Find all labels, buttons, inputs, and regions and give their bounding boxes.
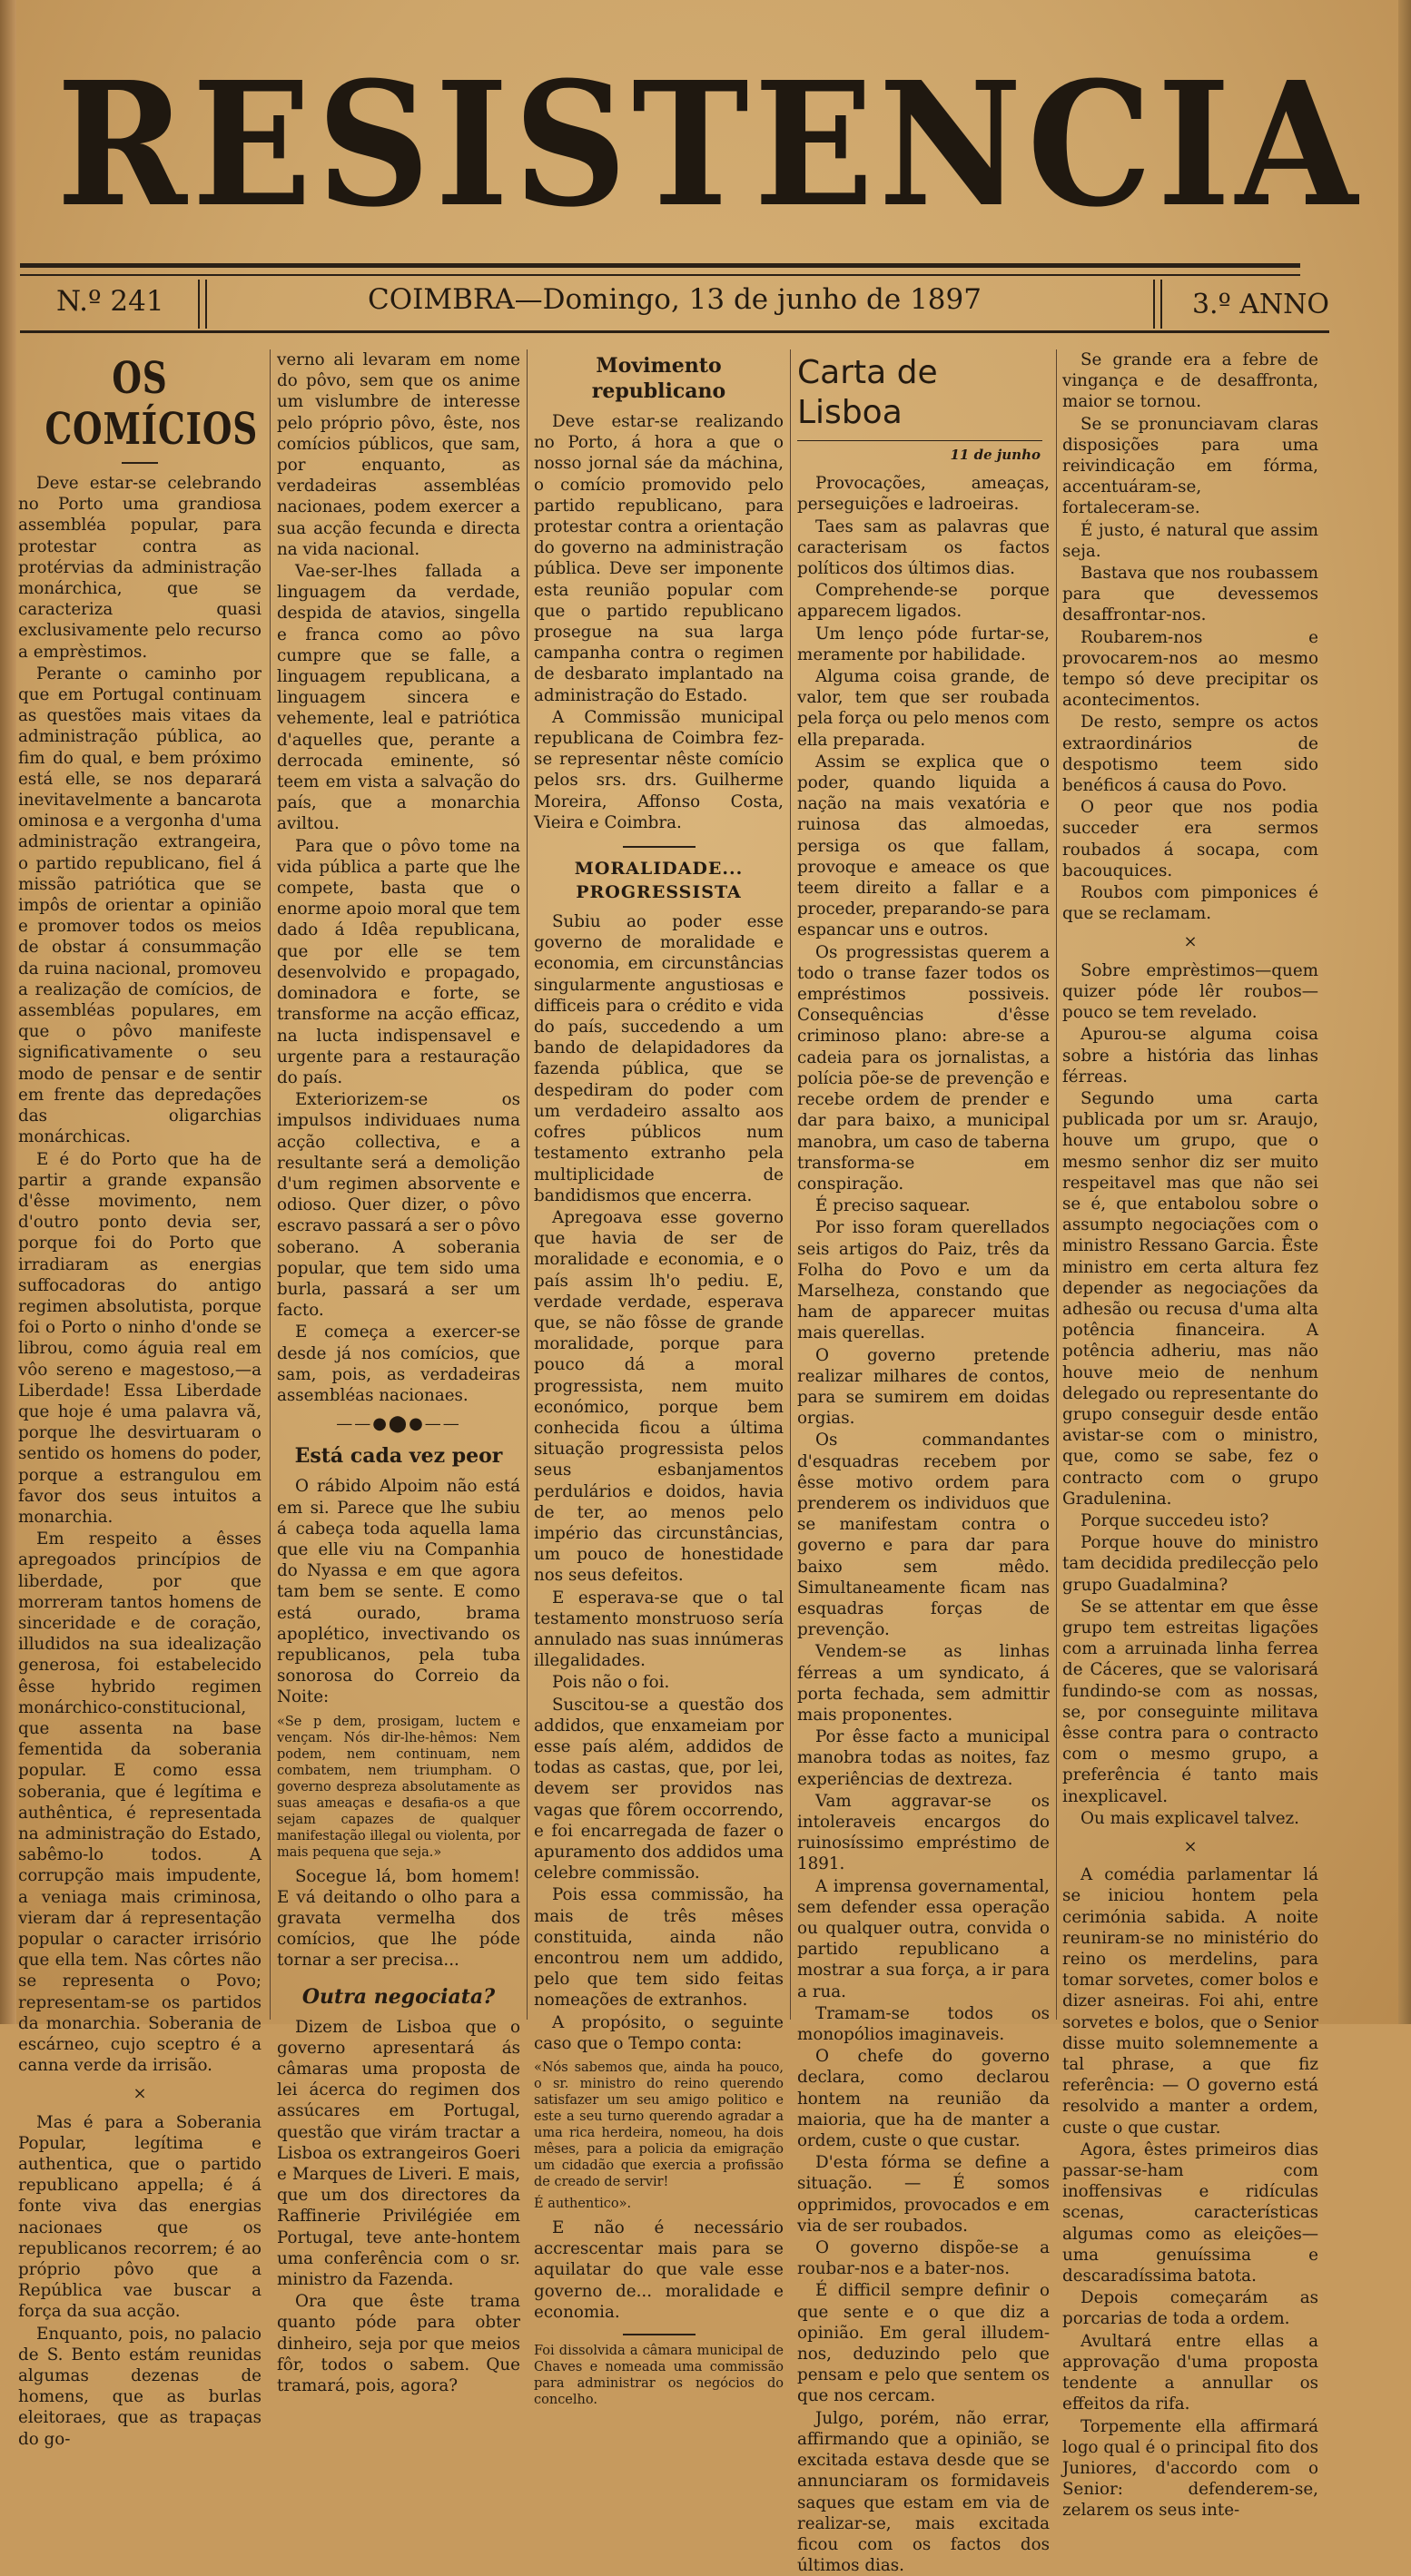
- section-separator: ×: [1183, 1837, 1198, 1857]
- article-paragraph: A Commissão municipal republicana de Coimbra fez-se representar nêste comício pelos srs. drs. Guilherme Moreira, Affonso Costa, Vieira e Coimbra.: [534, 707, 784, 832]
- infobar-divider: [1160, 280, 1162, 329]
- article-paragraph: O chefe do governo declara, como declarou hontem na reunião da maioria, que ha de manter a ordem, custe o que custar.: [797, 2047, 1050, 2151]
- news-brief: Foi dissolvida a câmara municipal de Chaves e nomeada uma commissão para administrar os negócios do concelho.: [534, 2344, 784, 2408]
- article-paragraph: Pois essa commissão, ha mais de três mêses constituida, ainda não encontrou nem um addido, pelo que tem sido feitas nomeações de extranhos.: [534, 1885, 784, 2011]
- article-paragraph: Porque houve do ministro tam decidida predilecção pelo grupo Guadalmina?: [1062, 1533, 1318, 1595]
- article-paragraph: Bastava que nos roubassem para que devessemos desaffrontar-nos.: [1062, 564, 1318, 625]
- issue-dateline: COIMBRA—Domingo, 13 de junho de 1897: [368, 283, 982, 316]
- article-paragraph: Suscitou-se a questão dos addidos, que enxameiam por esse país além, addidos de todas as castas, que, por lei, devem ser providos nas vagas que fôrem occorrendo, e foi encarregada de fazer o apuramento dos addidos uma celebre commissão.: [534, 1695, 784, 1883]
- article-paragraph: Provocações, ameaças, perseguições e ladroeiras.: [797, 474, 1050, 515]
- article-paragraph: Os progressistas querem a todo o transe fazer todos os empréstimos possiveis. Consequências d'êsse criminoso plano: abre-se a cadeia para os jornalistas, a polícia põe-se de prevenção e recebe ordem de prender e dar para baixo, a municipal manobra, um caso de taberna transforma-se em conspiração.: [797, 942, 1050, 1194]
- section-rule: [623, 2334, 696, 2335]
- article-paragraph: Se se pronunciavam claras disposições para uma reivindicação em fórma, accentuáram-se, fortaleceram-se.: [1062, 414, 1318, 518]
- page-edge: [0, 0, 16, 2024]
- article-paragraph: Subiu ao poder esse governo de moralidade e economia, em circunstâncias singularmente angustiosas e difficeis para o crédito e vida do país, succedendo a um bando de delapidadores da fazenda pública, que se despediram do poder com um verdadeiro assalto aos cofres públicos num testamento extranho pela multiplicidade de bandidismos que encerra.: [534, 912, 784, 1205]
- article-paragraph: Se grande era a febre de vingança e de desaffronta, maior se tornou.: [1062, 350, 1318, 412]
- article-paragraph: Socegue lá, bom homem! E vá deitando o olho para a gravata vermelha dos comícios, que lhe póde tornar a ser precisa...: [277, 1866, 520, 1971]
- article-paragraph: Porque succedeu isto?: [1080, 1510, 1269, 1530]
- article-paragraph: Por isso foram querellados seis artigos do Paiz, três da Folha do Povo e um da Marselheza, constando que ham de apparecer muitas mais querellas.: [797, 1218, 1050, 1343]
- page-right-edge: [1398, 0, 1411, 2024]
- section-separator: ×: [133, 2084, 147, 2104]
- issue-year: 3.º ANNO: [1191, 289, 1329, 320]
- article-paragraph: D'esta fórma se define a situação. — É somos opprimidos, provocados e em via de ser roubados.: [797, 2153, 1050, 2236]
- ornament-divider: ——●⬤●——: [336, 1414, 461, 1434]
- article-paragraph: Roubos com pimponices é que se reclamam.: [1062, 883, 1318, 924]
- article-paragraph: E começa a exercer-se desde já nos comícios, que sam, pois, as verdadeiras assembléas nacionaes.: [277, 1322, 520, 1405]
- article-headline-esta-cada-vez-peor: Está cada vez peor: [294, 1444, 503, 1469]
- article-headline-outra-negociata: Outra negociata?: [301, 1984, 496, 2009]
- article-paragraph: Um lenço póde furtar-se, meramente por habilidade.: [797, 624, 1050, 664]
- article-paragraph: Vam aggravar-se os intoleraveis encargos do ruinosíssimo empréstimo de 1891.: [797, 1791, 1050, 1874]
- article-paragraph: A comédia parlamentar lá se iniciou hontem pela cerimónia sabida. A noite reuniram-se no ministério do reino os merdelins, para tomar sorvetes, comer bolos e dizer asneiras. Foi ahi, entre sorvetes e bolos, que o Senior disse muito solemnemente a tal phrase, a que fiz referência: — O governo está resolvido a manter a ordem, custe o que custar.: [1062, 1865, 1318, 2138]
- article-paragraph: De resto, sempre os actos extraordinários de despotismo teem sido benéficos á causa do Povo.: [1062, 713, 1318, 796]
- article-paragraph: Agora, êstes primeiros dias passar-se-ham com inoffensivas e ridículas scenas, características algumas como as eleições—uma genuíssima e descaradíssima batota.: [1062, 2139, 1318, 2286]
- column-rule: [270, 349, 271, 2020]
- infobar-bottom-rule: [20, 330, 1329, 333]
- article-paragraph: Julgo, porém, não errar, affirmando que a opinião, se excitada estava desde que se annunciaram os formidaveis saques que estam em via de realizar-se, mais excitada ficou com os factos dos últimos dias.: [797, 2408, 1050, 2576]
- article-paragraph: O peor que nos podia succeder era sermos roubados á socapa, com bacouquices.: [1062, 798, 1318, 880]
- article-paragraph: Apregoava esse governo que havia de ser de moralidade e economia, e o país assim lh'o pediu. E, verdade verdade, esperava que, se não fôsse de grande moralidade, porque para pouco dá a moral progressista, nem muito económico, porque bem conhecida ficou a última situação progressista pelos seus esbanjamentos perdulários e doidos, havia de ter, ao menos pelo império das circunstâncias, um pouco de honestidade nos seus defeitos.: [534, 1207, 784, 1586]
- article-quote-end: É authentico».: [534, 2197, 632, 2212]
- article-paragraph: Por êsse facto a municipal manobra todas as noites, faz experiências de dextreza.: [797, 1727, 1050, 1789]
- article-paragraph: O rábido Alpoim não está em si. Parece que lhe subiu á cabeça toda aquella lama que elle viu na Companhia do Nyassa e em que agora tam bem se sente. E como está ourado, brama apoplético, invectivando os republicanos, pela tuba sonorosa do Correio da Noite:: [277, 1477, 520, 1707]
- article-paragraph: É preciso saquear.: [815, 1196, 971, 1216]
- article-paragraph: Alguma coisa grande, de valor, tem que ser roubada pela força ou pelo menos com ella preparada.: [797, 667, 1050, 750]
- masthead-rule: [20, 263, 1300, 268]
- article-headline-moralidade-progressista: MORALIDADE... PROGRESSISTA: [574, 859, 744, 903]
- issue-info-bar: [20, 280, 1329, 329]
- article-paragraph: Ora que êste trama quanto póde para obter dinheiro, seja por que meios fôr, todos o sabem. Que tramará, pois, agora?: [277, 2292, 520, 2396]
- column-rule: [790, 349, 791, 2020]
- article-paragraph: Pois não o foi.: [552, 1673, 670, 1693]
- headline-rule: [122, 462, 158, 464]
- article-paragraph: Sobre emprèstimos—quem quizer póde lêr roubos—pouco se tem revelado.: [1062, 960, 1318, 1023]
- article-paragraph: verno ali levaram em nome do pôvo, sem que os anime um vislumbre de interesse pelo próprio pôvo, êste, nos comícios públicos, que sam, por enquanto, as verdadeiras assembléas nacionaes, podem exercer a sua acção fecunda e directa na vida nacional.: [277, 350, 520, 559]
- article-paragraph: É difficil sempre definir o que sente e o que diz a opinião. Em geral illudem-nos, deduzindo pelo que pensam e pelo que sentem os que nos cercam.: [797, 2281, 1050, 2406]
- article-paragraph: Mas é para a Soberania Popular, legítima e authentica, que o partido republicano appella; é á fonte viva das energias nacionaes que os republicanos recorrem; é ao próprio pôvo que a República vae buscar a força da sua acção.: [18, 2112, 261, 2322]
- article-paragraph: Roubarem-nos e provocarem-nos ao mesmo tempo só deve precipitar os acontecimentos.: [1062, 627, 1318, 711]
- column-5: [1062, 349, 1318, 2521]
- article-paragraph: O governo dispõe-se a roubar-nos e a bater-nos.: [797, 2238, 1050, 2279]
- article-paragraph: Vae-ser-lhes fallada a linguagem da verdade, despida de atavios, singella e franca como ao pôvo cumpre que se falle, a linguagem republicana, a linguagem sincera e vehemente, leal e patriótica d'aquelles que, perante a derrocada eminente, só teem em vista a salvação do país, que a monarchia aviltou.: [277, 562, 520, 834]
- article-headline-movimento-republicano: Movimento republicano: [591, 354, 726, 403]
- column-4: [797, 349, 1050, 2576]
- article-paragraph: Apurou-se alguma coisa sobre a história das linhas férreas.: [1062, 1025, 1318, 1086]
- column-2: [277, 349, 520, 2396]
- infobar-divider: [1153, 280, 1155, 329]
- article-paragraph: Segundo uma carta publicada por um sr. Araujo, houve um grupo, que o mesmo senhor diz ser muito respeitavel mas que não sei se é, que entabolou sobre o assumpto negociações com o ministro Ressano Garcia. Êste ministro em certa altura fez depender as negociações da adhesão ou recusa d'uma alta potência financeira. A potência adheriu, mas não houve meio de nenhum delegado ou representante do grupo conseguir desde então avistar-se com o ministro, que, como se sabe, fez o contracto com o grupo Gradulenina.: [1062, 1088, 1318, 1509]
- article-paragraph: Perante o caminho por que em Portugal continuam as questões mais vitaes da administração pública, ao fim do qual, e bem próximo está elle, se nos deparará inevitavelmente a bancarota ominosa e a vergonha d'uma administração extrangeira, o partido republicano, fiel á missão patriótica que se impôs de orientar a opinião e promover todos os meios de obstar á consummação da ruina nacional, promoveu a realização de comícios, de assembléas populares, em que o pôvo manifeste significativamente o seu modo de pensar e de sentir em frente das depredações das oligarchias monárchicas.: [18, 664, 261, 1147]
- article-paragraph: Se se attentar em que êsse grupo tem estreitas ligações com a arruinada linha ferrea de Cáceres, que se valorisará fundindo-se com as nossas, se, por conseguinte militava êsse contra para o contracto com o mesmo grupo, a preferência é tanto mais inexplicavel.: [1062, 1597, 1318, 1806]
- article-headline-os-comicios: OS COMÍCIOS: [44, 353, 259, 455]
- article-paragraph: Assim se explica que o poder, quando liquida a nação na mais vexatória e ruinosa das almoedas, persiga os que fallam, provoque e ameace os que teem direito a fallar e a proceder, preparando-se para espancar uns e outros.: [797, 752, 1050, 940]
- column-1: [18, 349, 261, 2449]
- section-rule: [623, 846, 696, 848]
- article-paragraph: O governo pretende realizar milhares de contos, para se sumirem em doidas orgias.: [797, 1345, 1050, 1429]
- letter-dateline: 11 de junho: [950, 447, 1041, 463]
- article-headline-carta-de-lisboa: Carta de Lisboa: [797, 354, 938, 431]
- article-paragraph: Depois começarám as porcarias de toda a ordem.: [1062, 2288, 1318, 2329]
- column-rule: [1056, 349, 1057, 2020]
- article-paragraph: Enquanto, pois, no palacio de S. Bento estám reunidas algumas dezenas de homens, que as burlas eleitoraes, que as trapaças do go-: [18, 2324, 261, 2449]
- article-paragraph: Tramam-se todos os monopólios imaginaveis.: [797, 2003, 1050, 2045]
- masthead-title: RESISTENCIA: [56, 44, 1363, 245]
- article-paragraph: Deve estar-se realizando no Porto, á hora a que o nosso jornal sáe da máchina, o comício promovido pelo partido republicano, para protestar contra a orientação do governo na administração pública. Deve ser imponente esta reunião popular com que o partido republicano prosegue na sua larga campanha contra o regimen de desbarato implantado na administração do Estado.: [534, 412, 784, 705]
- infobar-divider: [198, 280, 200, 329]
- article-paragraph: Avultará entre ellas a approvação d'uma proposta tendente a annullar os effeitos da rifa.: [1062, 2331, 1318, 2414]
- article-paragraph: E é do Porto que ha de partir a grande expansão d'êsse movimento, nem d'outro ponto devia ser, porque foi do Porto que irradiaram as energias suffocadoras do antigo regimen absolutista, porque foi o Porto o ninho d'onde se librou, como águia real em vôo sereno e magestoso,—a Liberdade! Essa Liberdade que hoje é uma palavra vã, porque lhe desvirtuaram o sentido os homens do poder, porque a estrangulou em favor dos seus intuitos a monarchia.: [18, 1149, 261, 1527]
- article-paragraph: A propósito, o seguinte caso que o Tempo conta:: [534, 2012, 784, 2053]
- masthead-rule-thin: [20, 274, 1300, 276]
- article-paragraph: Comprehende-se porque apparecem ligados.: [797, 581, 1050, 622]
- infobar-divider: [205, 280, 207, 329]
- article-paragraph: A imprensa governamental, sem defender essa operação ou qualquer outra, convida o partido republicano a mostrar a sua força, a ir para a rua.: [797, 1876, 1050, 2001]
- issue-number: N.º 241: [56, 285, 164, 318]
- article-paragraph: Deve estar-se celebrando no Porto uma grandiosa assembléa popular, para protestar contra as protérvias da administração monárchica, que se caracteriza quasi exclusivamente pelo recurso a emprèstimos.: [18, 474, 261, 662]
- article-paragraph: Os commandantes d'esquadras recebem por êsse motivo ordem para prenderem os individuos que se manifestam contra o governo e para dar para baixo sem mêdo. Simultaneamente ficam nas esquadras forças de prevenção.: [797, 1431, 1050, 1640]
- article-paragraph: Em respeito a êsses apregoados princípios de liberdade, por que morreram tantos homens de sinceridade e de coração, illudidos na sua idealização generosa, foi estabelecido êsse hybrido regimen monárchico-constitucional, que assenta na base fementida da soberania popular. E como essa soberania, que é legítima e authêntica, é representada na administração do Estado, sabêmo-lo todos. A corrupção mais impudente, a veniaga mais criminosa, vieram dar á representação popular o caracter irrisório que ella tem. Nas côrtes não se representa o Povo; representam-se os partidos da monarchia. Soberania de escárneo, cujo sceptro é a canna verde da irrisão.: [18, 1529, 261, 2076]
- article-paragraph: Para que o pôvo tome na vida pública a parte que lhe compete, basta que o enorme apoio moral que tem dado á Idêa republicana, que por elle se tem desenvolvido e propagado, dominadora e forte, se transforme na acção efficaz, na lucta indispensavel e urgente para a restauração do país.: [277, 836, 520, 1087]
- article-paragraph: Exteriorizem-se os impulsos individuaes numa acção collectiva, e a resultante será a demolição d'um regimen absorvente e odioso. Quer dizer, o pôvo escravo passará a ser o pôvo soberano. A soberania popular, que tem sido uma burla, passará a ser um facto.: [277, 1090, 520, 1321]
- article-paragraph: É justo, é natural que assim seja.: [1062, 520, 1318, 561]
- column-3: [534, 349, 784, 2408]
- article-quote: «Nós sabemos que, ainda ha pouco, o sr. ministro do reino querendo satisfazer um seu amigo politico e este a seu turno querendo agradar a uma rica herdeira, nomeou, ha dois mêses, para a policia da emigração um cidadão que exercia a profissão de creado de servir!: [534, 2060, 784, 2190]
- article-paragraph: Dizem de Lisboa que o governo apresentará ás câmaras uma proposta de lei ácerca do regimen dos assúcares em Portugal, questão que virám tractar a Lisboa os extrangeiros Goeri e Marques de Liveri. E mais, que um dos directores da Raffinerie Privilégiée em Portugal, teve ante-hontem uma conferência com o sr. ministro da Fazenda.: [277, 2017, 520, 2290]
- article-paragraph: E esperava-se que o tal testamento monstruoso sería annulado nas suas innúmeras illegalidades.: [534, 1588, 784, 1671]
- section-separator: ×: [1183, 932, 1198, 952]
- article-paragraph: Ou mais explicavel talvez.: [1080, 1808, 1299, 1828]
- article-paragraph: Vendem-se as linhas férreas a um syndicato, á porta fechada, sem admittir mais proponentes.: [797, 1642, 1050, 1725]
- article-paragraph: E não é necessário accrescentar mais para se aquilatar do que vale esse governo de... moralidade e economia.: [534, 2218, 784, 2322]
- headline-rule: [797, 440, 1042, 441]
- article-quote: «Se p dem, prosigam, luctem e vençam. Nós dir-lhe-hêmos: Nem podem, nem continuam, nem combatem, nem triumpham. O governo despreza absolutamente as suas ameaças e desafia-os a que sejam capazes de qualquer manifestação illegal ou violenta, por mais pequena que seja.»: [277, 1714, 520, 1860]
- article-paragraph: Taes sam as palavras que caracterisam os factos políticos dos últimos dias.: [797, 516, 1050, 579]
- column-rule: [527, 349, 528, 2020]
- article-paragraph: Torpemente ella affirmará logo qual é o principal fito dos Juniores, d'accordo com o Senior: defenderem-se, zelarem os seus inte-: [1062, 2416, 1318, 2521]
